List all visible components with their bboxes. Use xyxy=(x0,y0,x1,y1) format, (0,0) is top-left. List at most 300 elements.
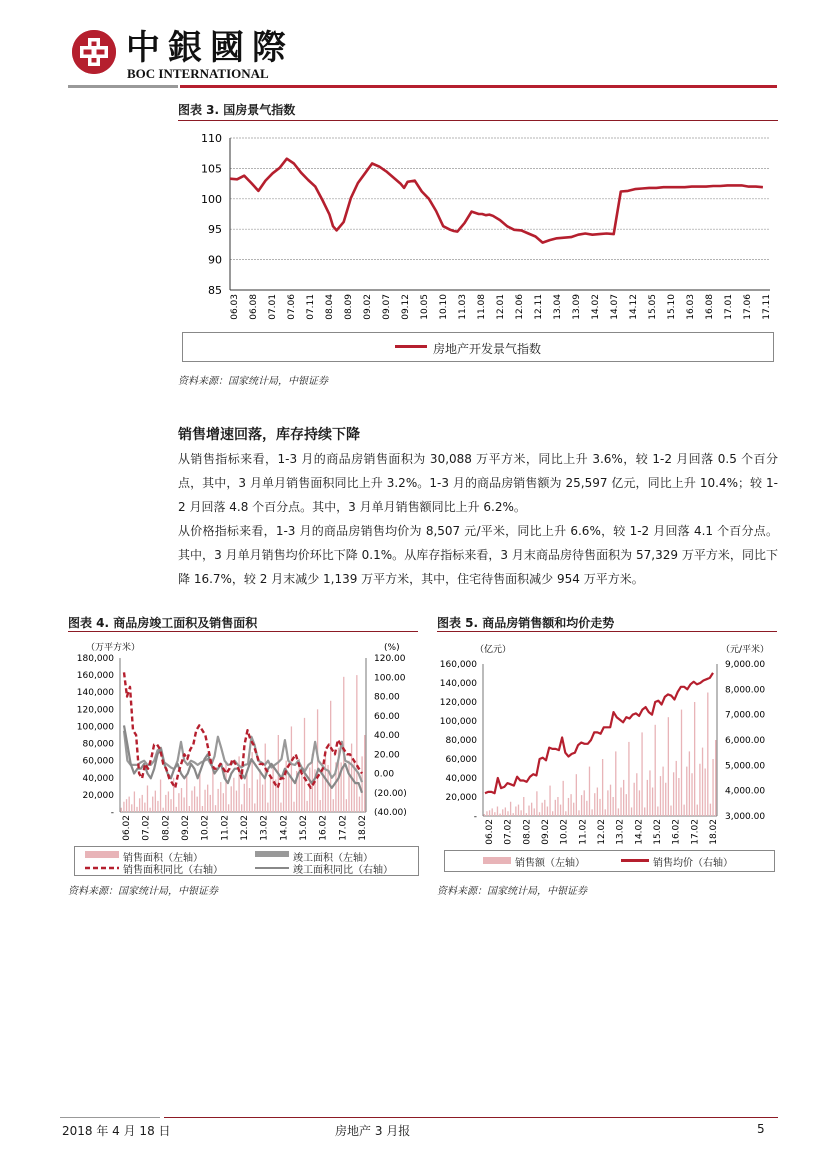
fig4-sales-bar xyxy=(181,788,182,812)
fig5-legend-swatch-sales xyxy=(483,857,511,865)
section-title: 销售增速回落，库存持续下降 xyxy=(178,427,360,443)
fig5-sales-bar xyxy=(594,793,595,816)
fig4-right-tick: 20.00 xyxy=(374,750,400,761)
fig5-sales-bar xyxy=(665,783,666,816)
fig5-sales-bar xyxy=(618,808,619,816)
fig5-legend-price: 销售均价（右轴） xyxy=(653,858,733,869)
fig4-right-tick: 40.00 xyxy=(374,731,400,741)
fig5-sales-bar xyxy=(526,813,527,816)
fig5-sales-bar xyxy=(515,807,516,817)
fig5-sales-bar xyxy=(497,807,498,817)
fig4-sales-bar xyxy=(165,795,166,812)
fig4-sales-bar xyxy=(259,769,260,812)
fig4-left-tick: 40,000 xyxy=(82,773,114,784)
fig5-xtick-label: 16.02 xyxy=(671,819,682,845)
fig5-sales-bar xyxy=(670,806,671,816)
fig5-sales-bar xyxy=(489,810,490,816)
fig5-sales-bar xyxy=(681,710,682,816)
fig3-xtick-label: 12.06 xyxy=(515,294,525,320)
fig4-sales-bar xyxy=(333,799,334,812)
brand-name-cn: 中銀國際 xyxy=(126,28,294,68)
fig5-xtick-label: 06.02 xyxy=(485,819,495,845)
fig5-sales-bar xyxy=(686,767,687,816)
fig5-sales-bar xyxy=(599,799,600,816)
fig5-right-tick: 6,000.00 xyxy=(725,736,766,746)
fig5-xtick-label: 09.02 xyxy=(541,819,551,845)
fig5-left-tick: 100,000 xyxy=(439,717,477,727)
fig4-sales-bar xyxy=(176,807,177,812)
fig5-left-tick: 140,000 xyxy=(439,679,477,689)
fig3-xtick-label: 07.01 xyxy=(268,294,278,320)
fig4-right-tick: (20.00) xyxy=(374,788,407,799)
fig3-xtick-label: 17.01 xyxy=(724,294,734,320)
fig4-left-tick: 180,000 xyxy=(76,654,114,664)
fig4-sales-bar xyxy=(356,675,357,812)
fig5-sales-bar xyxy=(691,773,692,816)
fig5-sales-bar xyxy=(544,800,545,816)
fig4-legend-completed-yoy: 竣工面积同比（右轴） xyxy=(293,865,393,876)
fig4-legend-swatch-sales xyxy=(85,851,119,859)
fig4-xtick-label: 11.02 xyxy=(220,815,231,841)
fig4-sales-bar xyxy=(142,795,143,812)
fig5-sales-bar xyxy=(683,805,684,816)
fig5-xtick-label: 12.02 xyxy=(597,819,607,845)
paragraph-sales: 从销售指标来看，1-3 月的商品房销售面积为 30,088 万平方米，同比上升 3.6%，较 1-2 月回落 0.5 个百分点，其中，3 月单月销售面积同比上升 3.2%。1-3 月的商品房销售额为 25,597 亿元，同比上升 10.4%；较 1-2 月回落 4.8 个百分点。其中，3 月单月销售额同比上升 6.2%。 xyxy=(178,452,778,514)
fig3-xtick-label: 07.06 xyxy=(287,294,297,320)
fig5-sales-bar xyxy=(689,751,690,816)
fig4-sales-bar xyxy=(231,786,232,812)
fig4-sales-bar xyxy=(361,756,362,812)
fig3-ytick-label: 95 xyxy=(208,223,222,237)
fig5-right-tick: 3,000.00 xyxy=(725,812,766,822)
fig4-sales-bar xyxy=(163,808,164,812)
fig4-sales-bar xyxy=(272,765,273,812)
fig5-sales-bar xyxy=(557,797,558,816)
fig5-sales-bar xyxy=(555,800,556,816)
fig3-xtick-label: 10.10 xyxy=(439,294,449,320)
fig4-sales-bar xyxy=(152,797,153,812)
fig5-xtick-label: 13.02 xyxy=(615,819,626,845)
fig4-sales-bar xyxy=(359,797,360,812)
brand-name-en: BOC INTERNATIONAL xyxy=(127,66,269,81)
fig5-sales-bar xyxy=(542,803,543,816)
fig5-sales-bar xyxy=(605,809,606,816)
fig4-sales-bar xyxy=(322,765,323,812)
fig5-sales-bar xyxy=(647,780,648,816)
fig4-xtick-label: 10.02 xyxy=(200,815,211,841)
fig5-sales-bar xyxy=(657,807,658,817)
fig5-sales-bar xyxy=(584,790,585,816)
fig5-sales-bar xyxy=(615,751,616,816)
fig3-xtick-label: 08.04 xyxy=(325,294,335,320)
paragraph-price-inventory: 从价格指标来看，1-3 月的商品房销售均价为 8,507 元/平米，同比上升 6.6%，较 1-2 月回落 4.1 个百分点。其中，3 月单月销售均价环比下降 0.1%。从库存指标来看，3 月末商品房待售面积为 57,329 万平方米，同比下降 16.7%，较 2 月末减少 1,139 万平方米，其中，住宅待售面积减少 954 万平方米。 xyxy=(178,524,778,586)
fig3-xtick-label: 15.05 xyxy=(648,294,658,320)
fig5-sales-bar xyxy=(636,773,637,816)
fig4-sales-bar xyxy=(244,784,245,812)
fig4-legend-sales: 销售面积（左轴） xyxy=(123,853,203,864)
fig5-sales-bar xyxy=(568,798,569,816)
fig4-sales-bar xyxy=(262,785,263,812)
fig4-legend-swatch-sales-yoy xyxy=(85,866,119,870)
fig4-sales-bar xyxy=(134,791,135,812)
fig5-left-unit: （亿元） xyxy=(475,645,512,655)
fig4-left-tick: 140,000 xyxy=(76,688,114,699)
fig5-left-tick: - xyxy=(473,812,477,822)
fig4-completed-yoy-line xyxy=(124,725,362,792)
fig5-sales-bar xyxy=(710,804,711,816)
fig4-sales-bar xyxy=(212,768,213,812)
fig4-xtick-label: 15.02 xyxy=(299,815,309,841)
fig3-xtick-label: 13.09 xyxy=(572,294,582,320)
fig5-sales-bar xyxy=(586,801,587,816)
boc-logo-shape xyxy=(72,30,116,74)
fig4-sales-bar xyxy=(157,801,158,812)
fig4-sales-bar xyxy=(131,804,132,812)
fig3-xtick-label: 14.12 xyxy=(629,294,639,320)
fig5-sales-bar xyxy=(523,797,524,816)
fig5-sales-bar xyxy=(697,805,698,816)
fig5-title-rule xyxy=(437,631,777,632)
fig3-xtick-label: 15.10 xyxy=(667,294,677,320)
fig4-sales-bar xyxy=(204,790,205,812)
fig4-legend xyxy=(74,846,419,876)
fig4-legend-swatch-completed-yoy xyxy=(255,866,289,870)
fig3-xtick-label: 17.11 xyxy=(762,294,772,320)
fig4-sales-bar xyxy=(121,808,122,812)
footer-date: 2018 年 4 月 18 日 xyxy=(62,1124,171,1138)
fig3-legend-swatch xyxy=(395,345,427,349)
fig3-legend xyxy=(182,332,774,362)
fig5-sales-bar xyxy=(694,702,695,816)
fig4-sales-bar xyxy=(147,785,148,812)
fig4-sales-bar xyxy=(168,791,169,812)
fig4-left-tick: 80,000 xyxy=(82,739,114,750)
fig5-right-tick: 8,000.00 xyxy=(725,685,766,696)
header-rule-red xyxy=(180,85,777,88)
fig4-right-tick: 0.00 xyxy=(374,769,395,780)
fig3-xtick-label: 07.11 xyxy=(306,294,316,320)
fig3-title-rule xyxy=(178,120,778,121)
fig3-xtick-label: 17.06 xyxy=(743,294,753,320)
fig4-left-unit: （万平方米） xyxy=(86,643,141,653)
fig4-sales-bar xyxy=(217,789,218,812)
fig4-xtick-label: 12.02 xyxy=(240,815,250,841)
fig4-xtick-label: 09.02 xyxy=(181,815,191,841)
fig4-sales-bar xyxy=(267,803,268,812)
fig3-ytick-label: 85 xyxy=(208,284,222,297)
fig4-xtick-label: 08.02 xyxy=(161,815,172,841)
fig4-sales-bar xyxy=(254,803,255,812)
fig5-sales-bar xyxy=(494,812,495,816)
fig5-sales-bar xyxy=(678,778,679,816)
fig5-left-tick: 20,000 xyxy=(445,793,477,803)
fig5-sales-bar xyxy=(539,812,540,816)
fig5-xtick-label: 14.02 xyxy=(634,819,645,845)
fig4-left-tick: 60,000 xyxy=(82,756,114,767)
fig5-sales-bar xyxy=(573,803,574,816)
fig4-sales-bar xyxy=(126,799,127,812)
fig5-sales-bar xyxy=(507,811,508,816)
fig5-title: 图表 5. 商品房销售额和均价走势 xyxy=(437,616,615,630)
footer-rule-red xyxy=(164,1117,778,1118)
fig4-sales-bar xyxy=(293,802,294,812)
fig5-sales-bar xyxy=(549,786,550,816)
fig5-sales-bar xyxy=(699,764,700,816)
fig4-sales-bar xyxy=(330,701,331,812)
fig3-xtick-label: 08.09 xyxy=(344,294,354,320)
fig5-right-tick: 4,000.00 xyxy=(725,786,766,797)
fig5-legend-sales: 销售额（左轴） xyxy=(515,858,585,869)
fig5-xtick-label: 17.02 xyxy=(690,819,701,845)
fig4-sales-bar xyxy=(199,771,200,812)
fig5-sales-bar xyxy=(502,809,503,816)
fig5-sales-bar xyxy=(626,794,627,816)
fig4-sales-bar xyxy=(210,795,211,812)
fig5-sales-bar xyxy=(499,814,500,816)
fig3-xtick-label: 06.03 xyxy=(230,294,240,320)
fig4-sales-bar xyxy=(223,793,224,812)
fig5-sales-bar xyxy=(581,795,582,816)
fig5-sales-bar xyxy=(510,802,511,816)
fig3-series-line xyxy=(230,159,763,243)
fig5-sales-bar xyxy=(668,717,669,816)
fig5-sales-bar xyxy=(563,781,564,816)
fig4-sales-bar xyxy=(309,768,310,812)
fig5-sales-bar xyxy=(623,780,624,816)
fig5-right-tick: 7,000.00 xyxy=(725,710,766,721)
fig4-chart xyxy=(66,636,422,846)
fig5-xtick-label: 15.02 xyxy=(653,819,663,845)
fig5-sales-bar xyxy=(531,803,532,816)
fig5-sales-bar xyxy=(505,807,506,816)
fig3-xtick-label: 11.03 xyxy=(458,294,468,320)
fig5-sales-bar xyxy=(662,767,663,816)
fig3-title: 图表 3. 国房景气指数 xyxy=(178,103,296,117)
fig5-sales-bar xyxy=(676,761,677,816)
fig5-sales-bar xyxy=(612,797,613,816)
fig5-xtick-label: 10.02 xyxy=(559,819,570,845)
fig5-sales-bar xyxy=(652,788,653,817)
footer-rule-gray xyxy=(60,1117,160,1118)
boc-logo-icon xyxy=(72,30,116,74)
fig4-sales-bar xyxy=(160,779,161,812)
fig5-sales-bar xyxy=(628,742,629,816)
fig4-source: 资料来源：国家统计局，中银证券 xyxy=(68,886,218,897)
fig3-xtick-label: 14.07 xyxy=(610,294,620,320)
fig4-xtick-label: 17.02 xyxy=(338,815,349,841)
fig5-sales-bar xyxy=(528,806,529,816)
fig4-right-tick: 100.00 xyxy=(374,673,406,684)
fig4-legend-sales-yoy: 销售面积同比（右轴） xyxy=(123,865,223,876)
fig4-sales-bar xyxy=(123,802,124,812)
fig5-sales-bar xyxy=(631,807,632,816)
fig5-left-tick: 120,000 xyxy=(439,698,477,708)
fig5-sales-bar xyxy=(602,759,603,816)
fig4-sales-bar xyxy=(304,718,305,812)
fig5-sales-bar xyxy=(536,791,537,816)
fig4-xtick-label: 16.02 xyxy=(318,815,329,841)
fig5-sales-bar xyxy=(610,785,611,816)
fig4-sales-bar xyxy=(149,808,150,812)
fig5-sales-bar xyxy=(660,776,661,816)
fig5-sales-bar xyxy=(644,807,645,816)
fig4-left-tick: - xyxy=(110,808,114,818)
fig5-sales-bar xyxy=(534,808,535,816)
fig4-sales-bar xyxy=(236,791,237,812)
fig3-xtick-label: 16.03 xyxy=(686,294,696,320)
fig3-xtick-label: 06.08 xyxy=(249,294,259,320)
fig5-sales-bar xyxy=(486,811,487,816)
fig3-xtick-label: 09.07 xyxy=(382,294,392,320)
fig4-sales-bar xyxy=(348,761,349,812)
fig5-sales-bar xyxy=(552,811,553,816)
fig5-sales-bar xyxy=(705,769,706,817)
fig3-xtick-label: 13.04 xyxy=(553,294,563,320)
fig4-sales-bar xyxy=(215,805,216,812)
fig4-sales-bar xyxy=(155,791,156,812)
fig5-left-tick: 160,000 xyxy=(439,660,477,670)
fig4-right-tick: (40.00) xyxy=(374,808,407,818)
fig5-sales-bar xyxy=(578,810,579,816)
fig3-ytick-label: 90 xyxy=(208,253,222,267)
fig4-sales-bar xyxy=(291,726,292,812)
fig4-sales-bar xyxy=(346,799,347,812)
fig5-sales-bar xyxy=(591,809,592,816)
fig3-xtick-label: 14.02 xyxy=(591,294,601,320)
fig4-sales-bar xyxy=(197,797,198,812)
fig4-title: 图表 4. 商品房竣工面积及销售面积 xyxy=(68,616,258,630)
fig5-sales-bar xyxy=(707,693,708,817)
fig5-sales-bar xyxy=(649,770,650,816)
fig5-sales-bar xyxy=(520,810,521,816)
fig4-sales-bar xyxy=(189,806,190,812)
fig5-right-tick: 9,000.00 xyxy=(725,660,766,670)
fig3-xtick-label: 12.01 xyxy=(496,294,506,320)
footer-page-number: 5 xyxy=(757,1122,765,1136)
fig4-sales-bar xyxy=(220,782,221,812)
fig5-sales-bar xyxy=(607,790,608,816)
fig4-right-unit: (%) xyxy=(384,643,400,653)
fig4-sales-bar xyxy=(241,804,242,812)
fig4-sales-bar xyxy=(270,776,271,812)
fig4-sales-bar xyxy=(228,804,229,812)
fig5-sales-bar xyxy=(547,807,548,817)
fig4-right-tick: 80.00 xyxy=(374,692,400,703)
fig4-xtick-label: 06.02 xyxy=(122,815,132,841)
fig4-sales-bar xyxy=(233,778,234,812)
fig5-sales-bar xyxy=(641,732,642,816)
fig4-sales-bar xyxy=(364,735,365,812)
fig3-ytick-label: 105 xyxy=(201,162,222,176)
fig5-right-tick: 5,000.00 xyxy=(725,761,766,772)
fig4-sales-bar xyxy=(170,799,171,812)
fig5-legend xyxy=(444,850,775,872)
fig5-sales-bar xyxy=(513,813,514,816)
fig4-sales-bar xyxy=(257,779,258,812)
fig4-sales-bar xyxy=(288,776,289,812)
fig3-legend-label: 房地产开发景气指数 xyxy=(433,342,542,356)
fig4-sales-bar xyxy=(191,791,192,812)
fig4-sales-bar xyxy=(207,785,208,812)
fig5-xtick-label: 11.02 xyxy=(578,819,589,845)
fig5-sales-bar xyxy=(620,788,621,817)
fig5-xtick-label: 08.02 xyxy=(522,819,533,845)
fig4-sales-bar xyxy=(136,807,137,812)
fig5-sales-bar xyxy=(518,805,519,816)
fig4-sales-bar xyxy=(186,774,187,813)
fig4-xtick-label: 07.02 xyxy=(141,815,152,841)
fig3-chart xyxy=(178,124,778,364)
fig5-sales-bar xyxy=(492,808,493,816)
fig4-sales-bar xyxy=(178,793,179,812)
fig4-sales-bar xyxy=(139,798,140,812)
fig5-xtick-label: 18.02 xyxy=(709,819,719,845)
fig5-chart xyxy=(437,636,777,846)
fig4-sales-bar xyxy=(129,797,130,812)
fig4-sales-bar xyxy=(194,786,195,812)
fig5-left-tick: 40,000 xyxy=(445,774,477,784)
fig4-left-tick: 120,000 xyxy=(76,705,114,716)
fig5-price-line xyxy=(485,673,713,793)
fig5-sales-bar xyxy=(673,772,674,816)
fig5-left-tick: 60,000 xyxy=(445,755,477,765)
fig4-legend-completed: 竣工面积（左轴） xyxy=(293,853,373,864)
fig4-legend-swatch-completed xyxy=(255,851,289,859)
fig4-sales-bar xyxy=(301,774,302,813)
fig4-title-rule xyxy=(68,631,418,632)
fig4-sales-bar xyxy=(246,774,247,813)
fig3-ytick-label: 100 xyxy=(201,192,222,206)
fig5-sales-bar xyxy=(634,783,635,816)
fig4-left-tick: 20,000 xyxy=(82,790,114,801)
fig5-sales-bar xyxy=(589,767,590,816)
fig5-sales-bar xyxy=(702,748,703,816)
fig4-sales-bar xyxy=(183,797,184,812)
fig4-xtick-label: 18.02 xyxy=(358,815,368,841)
fig5-sales-bar xyxy=(712,759,713,816)
fig3-xtick-label: 12.11 xyxy=(534,294,544,320)
fig4-left-tick: 100,000 xyxy=(76,722,114,733)
fig5-left-tick: 80,000 xyxy=(445,736,477,746)
fig4-xtick-label: 14.02 xyxy=(279,815,290,841)
fig3-xtick-label: 11.08 xyxy=(477,294,487,320)
fig3-xtick-label: 09.02 xyxy=(363,294,373,320)
fig3-xtick-label: 09.12 xyxy=(401,294,411,320)
fig5-sales-bar xyxy=(560,805,561,816)
fig3-xtick-label: 10.05 xyxy=(420,294,430,320)
fig5-legend-swatch-price xyxy=(621,859,649,863)
fig4-right-tick: 120.00 xyxy=(374,654,406,664)
fig4-left-tick: 160,000 xyxy=(76,671,114,682)
fig4-sales-bar xyxy=(320,800,321,812)
fig3-xtick-label: 16.08 xyxy=(705,294,715,320)
fig4-sales-bar xyxy=(225,762,226,812)
fig5-xtick-label: 07.02 xyxy=(503,819,514,845)
fig5-sales-bar xyxy=(565,811,566,816)
fig5-sales-bar xyxy=(576,774,577,816)
fig4-sales-bar xyxy=(280,803,281,812)
fig4-xtick-label: 13.02 xyxy=(259,815,270,841)
footer-report-title: 房地产 3 月报 xyxy=(335,1124,411,1138)
fig4-sales-bar xyxy=(202,806,203,812)
fig3-source: 资料来源：国家统计局，中银证券 xyxy=(178,376,328,387)
fig5-sales-bar xyxy=(484,814,485,816)
fig5-sales-bar xyxy=(639,790,640,816)
fig4-sales-bar xyxy=(249,788,250,812)
fig5-right-unit: （元/平米） xyxy=(721,645,770,655)
header-rule-gray xyxy=(68,85,178,88)
fig3-ytick-label: 110 xyxy=(201,132,222,145)
